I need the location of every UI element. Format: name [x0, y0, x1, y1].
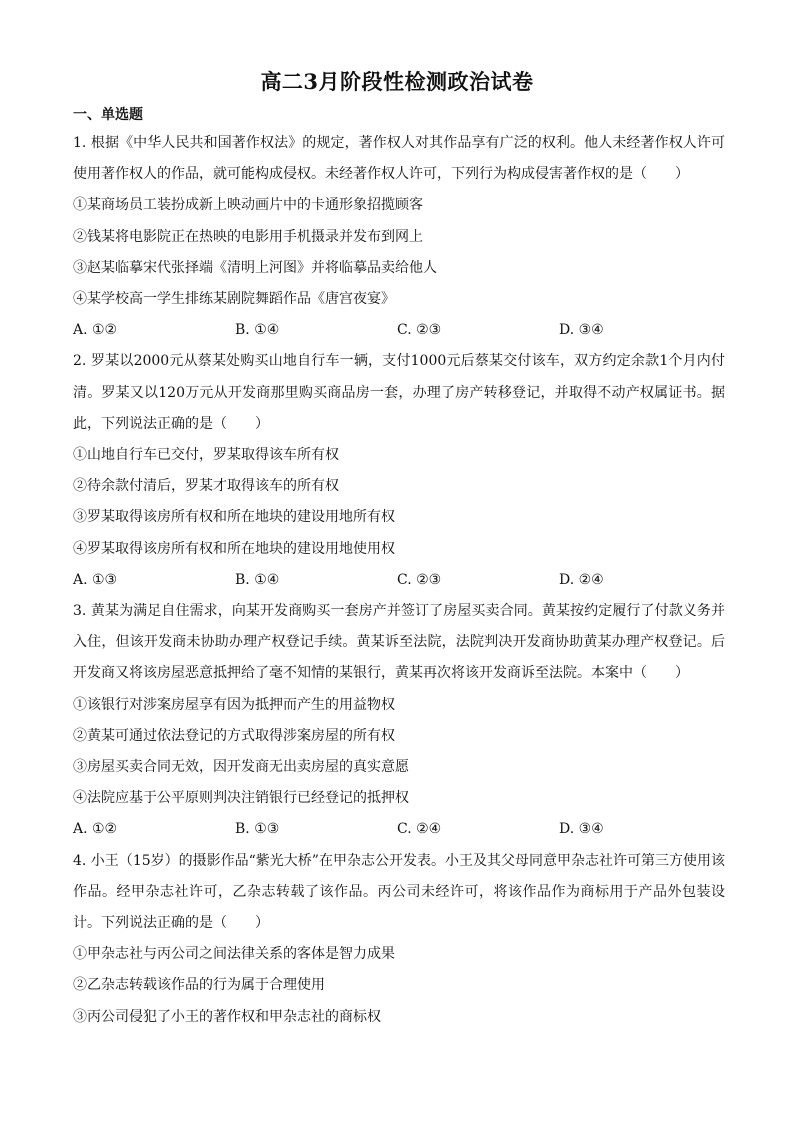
answer-options	[73, 315, 725, 346]
option-a: A. ①③	[73, 571, 118, 588]
question-4	[73, 846, 725, 1033]
question-list	[73, 128, 725, 1033]
statement: ②黄某可通过依法登记的方式取得涉案房屋的所有权	[73, 727, 395, 744]
option-c: C. ②④	[397, 821, 442, 838]
section-heading: 一、单选题	[73, 107, 143, 123]
statement: ④某学校高一学生排练某剧院舞蹈作品《唐宫夜宴》	[73, 291, 395, 308]
statement: ①该银行对涉案房屋享有因为抵押而产生的用益物权	[73, 696, 395, 713]
question-2	[73, 346, 725, 596]
answer-options	[73, 565, 725, 596]
statement: ④法院应基于公平原则判决注销银行已经登记的抵押权	[73, 790, 409, 807]
question-3	[73, 596, 725, 846]
statement: ①甲杂志社与丙公司之间法律关系的客体是智力成果	[73, 946, 395, 963]
statement: ④罗某取得该房所有权和所在地块的建设用地使用权	[73, 540, 395, 557]
answer-options	[73, 814, 725, 845]
option-b: B. ①④	[235, 571, 280, 588]
statement: ③赵某临摹宋代张择端《清明上河图》并将临摹品卖给他人	[73, 259, 437, 276]
option-c: C. ②③	[397, 571, 442, 588]
page-title: 高二3月阶段性检测政治试卷	[260, 69, 534, 94]
question-stem: 2. 罗某以2000元从蔡某处购买山地自行车一辆，支付1000元后蔡某交付该车，双方约定余款1个月内付清。罗某又以120万元从开发商那里购买商品房一套，办理了房产转移登记，并取得不动产权属证书。据此，下列说法正确的是（ ）	[73, 353, 725, 432]
statement: ③罗某取得该房所有权和所在地块的建设用地所有权	[73, 509, 395, 526]
statement: ③丙公司侵犯了小王的著作权和甲杂志社的商标权	[73, 1008, 381, 1025]
statement: ①山地自行车已交付，罗某取得该车所有权	[73, 447, 339, 464]
question-1	[73, 128, 725, 346]
question-stem: 3. 黄某为满足自住需求，向某开发商购买一套房产并签订了房屋买卖合同。黄某按约定履行了付款义务并入住，但该开发商未协助办理产权登记手续。黄某诉至法院，法院判决开发商协助黄某办理产权登记。后开发商又将该房屋恶意抵押给了毫不知情的某银行，黄某再次将该开发商诉至法院。本案中（ ）	[73, 603, 725, 682]
option-b: B. ①④	[235, 322, 280, 339]
question-stem: 4. 小王（15岁）的摄影作品“紫光大桥”在甲杂志公开发表。小王及其父母同意甲杂志社许可第三方使用该作品。经甲杂志社许可，乙杂志转载了该作品。丙公司未经许可，将该作品作为商标用于产品外包装设计。下列说法正确的是（ ）	[73, 852, 725, 932]
option-b: B. ①③	[235, 821, 280, 838]
option-c: C. ②③	[397, 322, 442, 339]
question-stem: 1. 根据《中华人民共和国著作权法》的规定，著作权人对其作品享有广泛的权利。他人未经著作权人许可使用著作权人的作品，就可能构成侵权。未经著作权人许可，下列行为构成侵害著作权的是（ ）	[73, 135, 725, 183]
option-a: A. ①②	[73, 322, 118, 339]
statement: ②待余款付清后，罗某才取得该车的所有权	[73, 478, 339, 495]
option-d: D. ③④	[559, 821, 604, 838]
statement: ②钱某将电影院正在热映的电影用手机摄录并发布到网上	[73, 228, 423, 245]
option-d: D. ③④	[559, 322, 604, 339]
option-a: A. ①②	[73, 821, 118, 838]
statement: ②乙杂志转载该作品的行为属于合理使用	[73, 977, 325, 994]
statement: ③房屋买卖合同无效，因开发商无出卖房屋的真实意愿	[73, 759, 409, 776]
option-d: D. ②④	[559, 571, 604, 588]
statement: ①某商场员工装扮成新上映动画片中的卡通形象招揽顾客	[73, 197, 423, 214]
